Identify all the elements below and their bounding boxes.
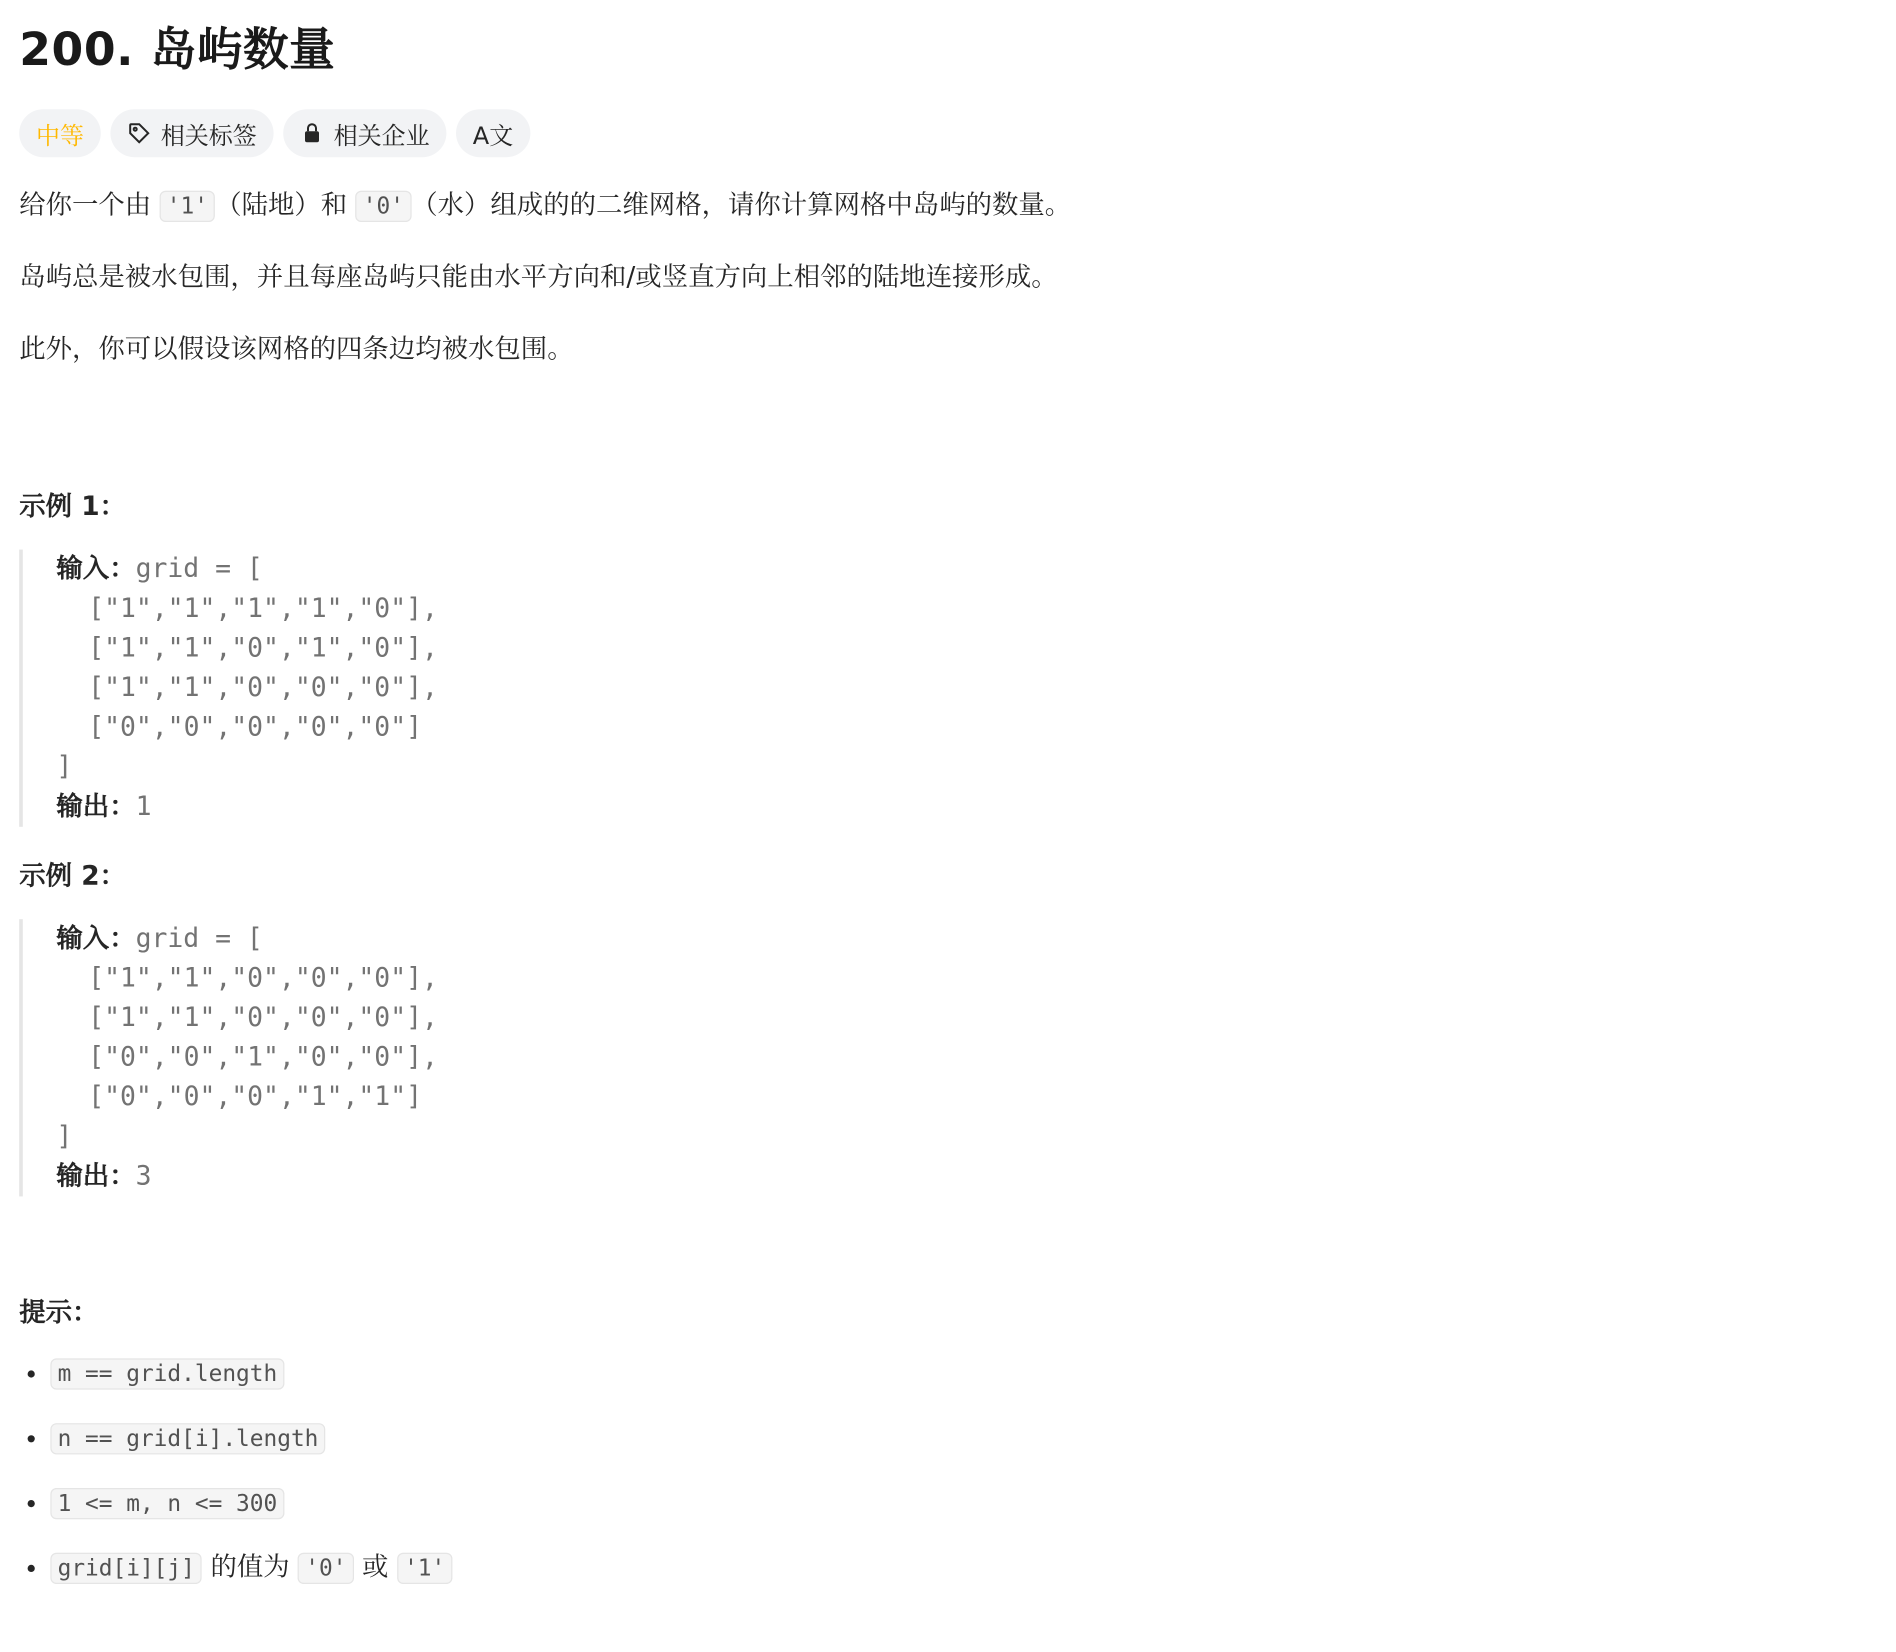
- text: 给你一个由: [19, 190, 160, 221]
- grid-row: ["1","1","1","1","0"],: [88, 594, 438, 624]
- problem-title: 200. 岛屿数量: [19, 22, 336, 76]
- tag-bar: [19, 109, 1891, 157]
- related-tags-label: 相关标签: [160, 120, 257, 150]
- input-head: grid = [: [135, 924, 263, 955]
- grid-row: ["0","0","0","0","0"]: [88, 712, 422, 743]
- inline-code: '1': [160, 191, 216, 222]
- grid-row: ["1","1","0","0","0"],: [88, 963, 438, 994]
- hints-list: [19, 1354, 1891, 1589]
- related-companies-label: 相关企业: [333, 120, 430, 150]
- related-companies-button[interactable]: [283, 109, 446, 157]
- text: （陆地）和: [215, 190, 356, 221]
- input-label: 输入：: [56, 924, 136, 955]
- translate-button[interactable]: [456, 109, 530, 157]
- hint-item: [50, 1354, 1891, 1395]
- description-paragraph-1: [19, 186, 1891, 227]
- inline-code: '0': [356, 191, 412, 222]
- hint-item: [50, 1483, 1891, 1524]
- hint-code: 1 <= m, n <= 300: [50, 1488, 284, 1519]
- example-2-title: 示例 2：: [19, 861, 126, 892]
- output-label: 输出：: [56, 1161, 136, 1192]
- grid-close: ]: [56, 1122, 73, 1152]
- hint-item: [50, 1548, 1891, 1589]
- grid-close: ]: [56, 752, 73, 783]
- hint-text: 的值为: [202, 1552, 299, 1583]
- hint-text: 或: [353, 1552, 397, 1583]
- hint-code: '0': [298, 1553, 354, 1584]
- example-2-code: [19, 919, 1891, 1196]
- example-1-code: [19, 550, 1891, 827]
- translate-icon: A文: [472, 120, 514, 150]
- hint-code: '1': [397, 1553, 453, 1584]
- input-label: 输入：: [56, 554, 136, 585]
- hint-code: grid[i][j]: [50, 1553, 202, 1584]
- output-label: 输出：: [56, 792, 136, 823]
- description-paragraph-2: 岛屿总是被水包围，并且每座岛屿只能由水平方向和/或竖直方向上相邻的陆地连接形成。: [19, 262, 1058, 293]
- tag-icon: [127, 121, 151, 145]
- hints-title: 提示：: [19, 1298, 99, 1329]
- text: （水）组成的的二维网格，请你计算网格中岛屿的数量。: [411, 190, 1072, 221]
- output-value: 1: [135, 792, 152, 823]
- input-head: grid = [: [135, 554, 263, 585]
- description-paragraph-3: 此外，你可以假设该网格的四条边均被水包围。: [19, 334, 574, 365]
- related-tags-button[interactable]: [110, 109, 273, 157]
- grid-row: ["0","0","0","1","1"]: [88, 1082, 422, 1113]
- hint-item: [50, 1418, 1891, 1459]
- grid-row: ["0","0","1","0","0"],: [88, 1042, 438, 1073]
- difficulty-badge[interactable]: 中等: [19, 109, 101, 157]
- lock-icon: [300, 121, 324, 145]
- grid-row: ["1","1","0","1","0"],: [88, 633, 438, 664]
- output-value: 3: [135, 1161, 152, 1192]
- hint-code: n == grid[i].length: [50, 1423, 325, 1454]
- example-1-title: 示例 1：: [19, 492, 126, 522]
- hint-code: m == grid.length: [50, 1358, 284, 1389]
- grid-row: ["1","1","0","0","0"],: [88, 1003, 438, 1034]
- grid-row: ["1","1","0","0","0"],: [88, 673, 438, 704]
